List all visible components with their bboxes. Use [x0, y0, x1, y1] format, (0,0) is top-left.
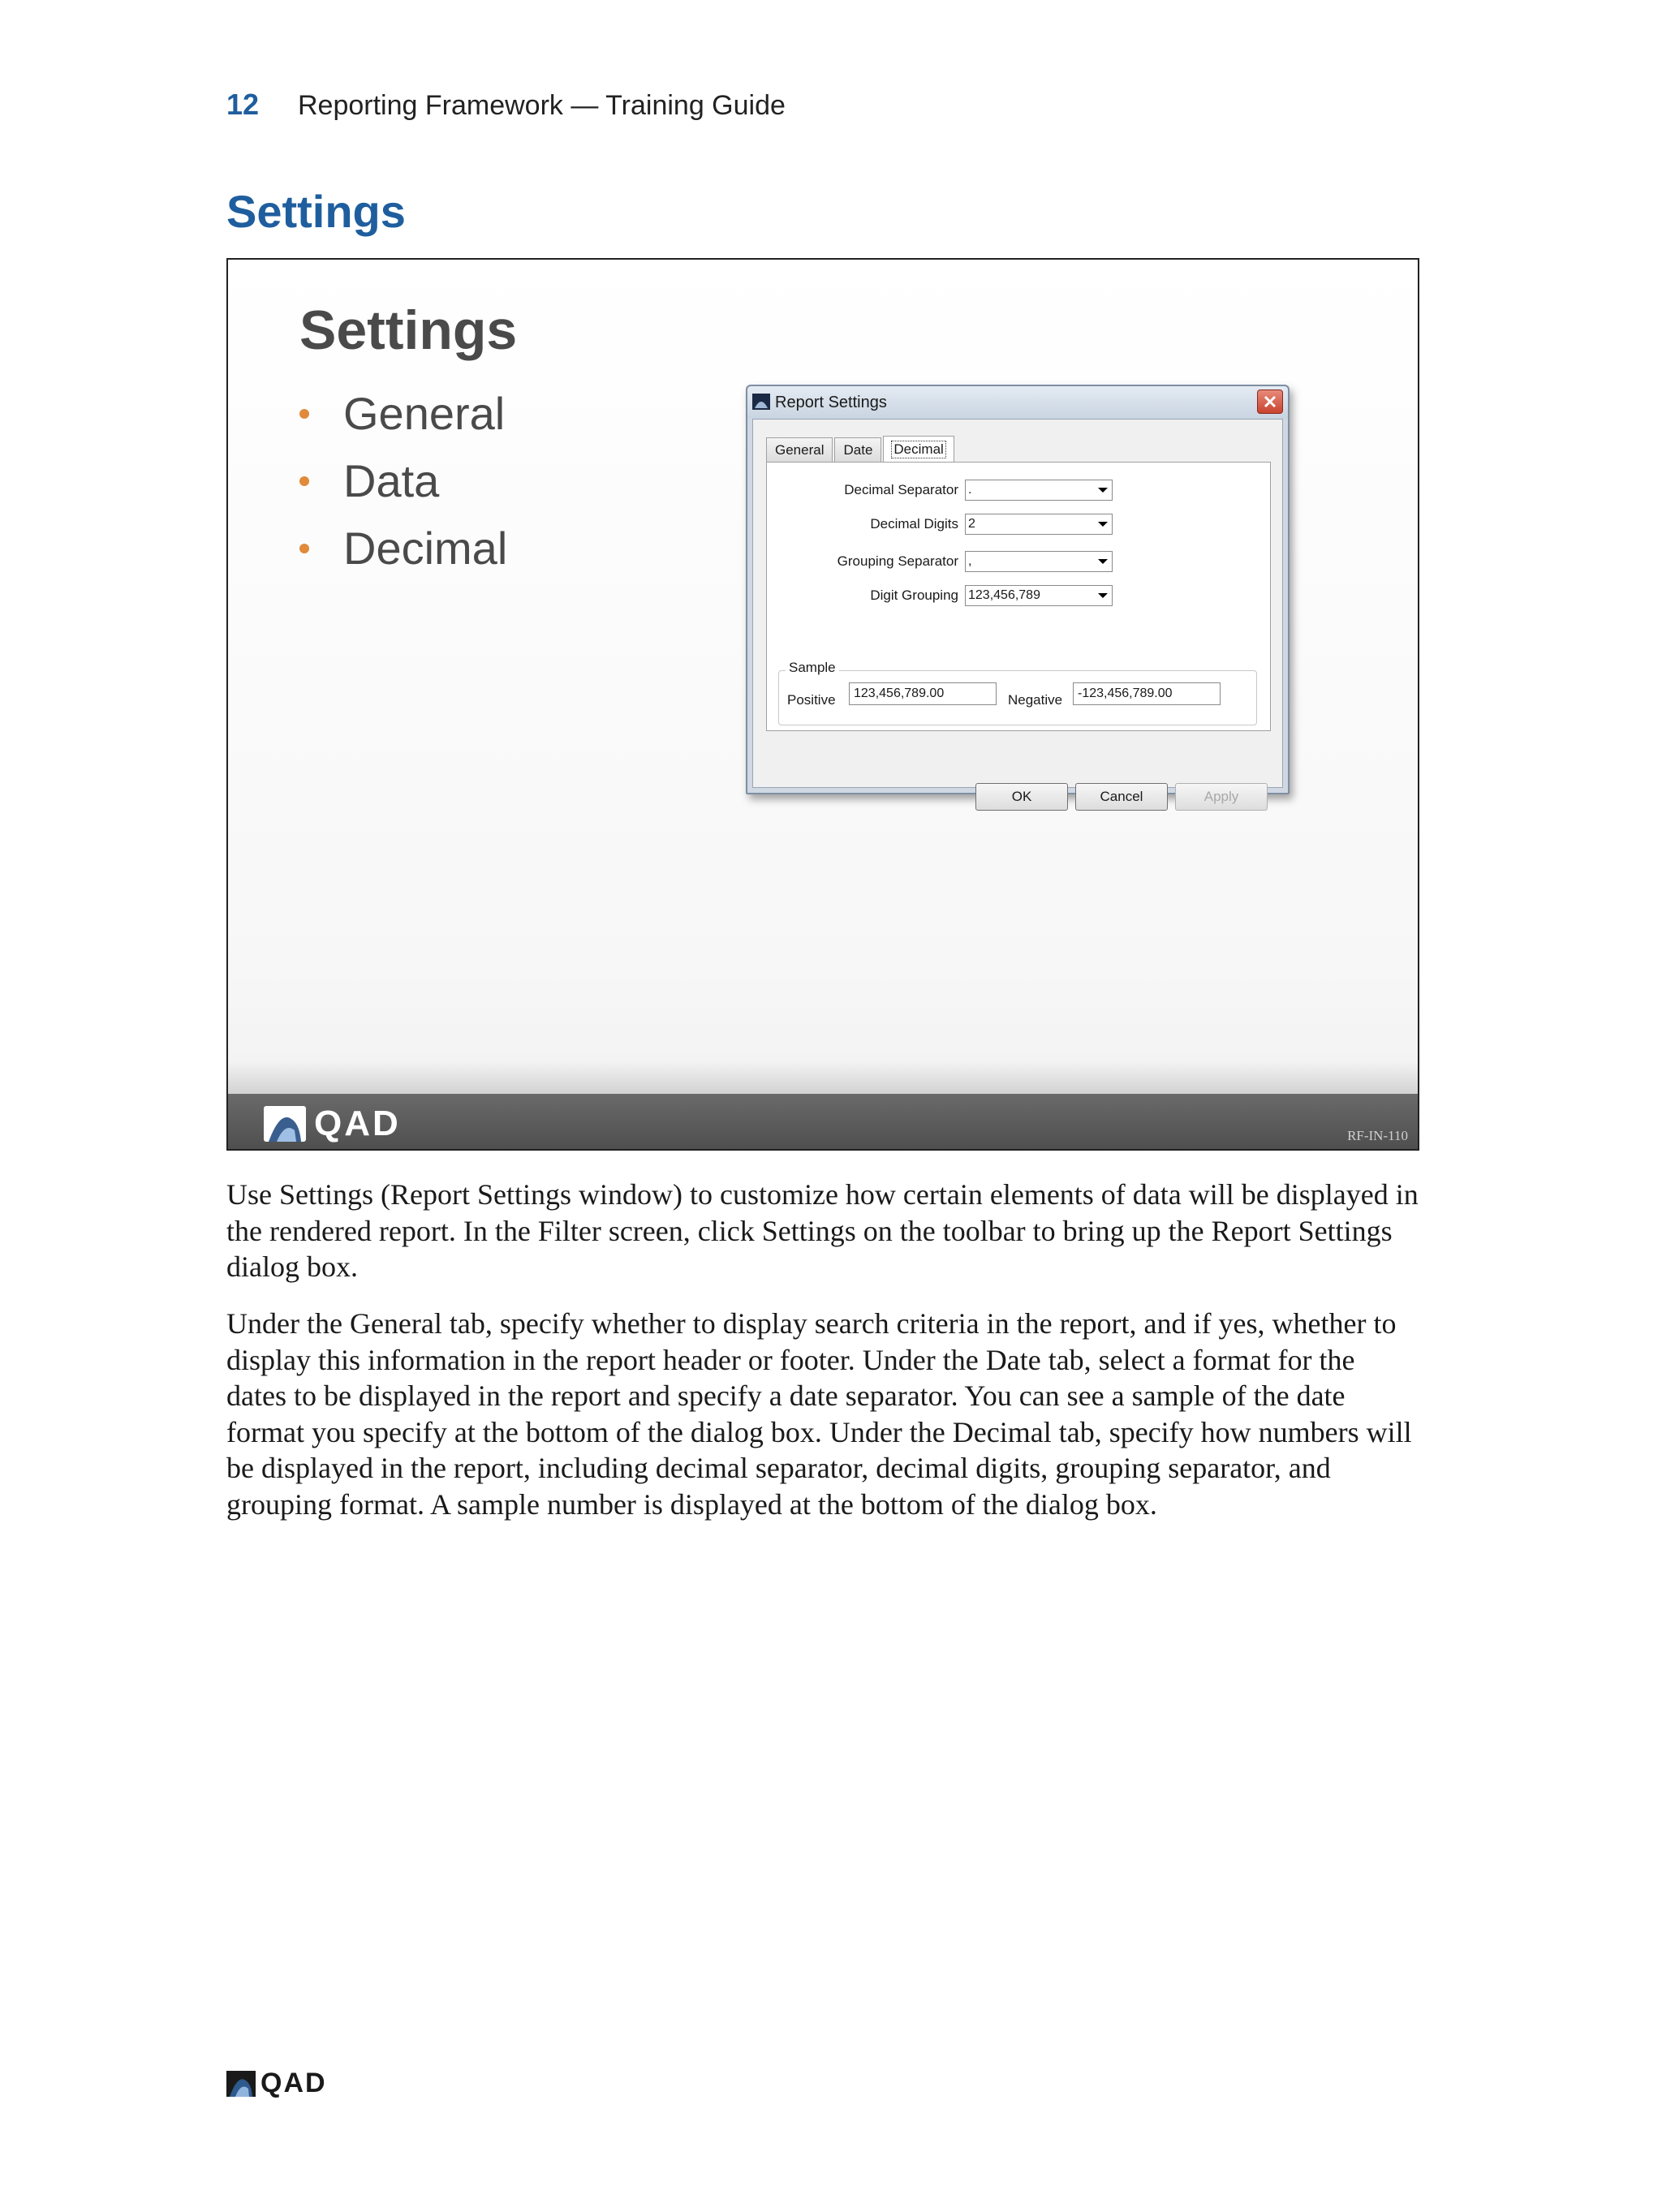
page-header	[226, 88, 786, 122]
ok-button[interactable]: OK	[975, 783, 1068, 811]
chevron-down-icon	[1098, 488, 1108, 493]
decimal-digits-select[interactable]: 2	[965, 514, 1113, 535]
paragraph-tabs: Under the General tab, specify whether to display search criteria in the report, and if yes, whether to display this information in the report header or footer. Under the Date tab, select a format for the dates to be displayed in the report and specify a date separator. You can see a sample of the date format you specify at the bottom of the dialog box. Under the Decimal tab, specify how numbers will be displayed in the report, including decimal separator, decimal digits, grouping separator, and grouping format. A sample number is displayed at the bottom of the dialog box.	[226, 1307, 1412, 1521]
slide-bullet: Decimal	[299, 514, 507, 582]
tab-general[interactable]: General	[766, 437, 833, 462]
digit-grouping-select[interactable]: 123,456,789	[965, 585, 1113, 606]
slide-code: RF-IN-110	[1347, 1128, 1408, 1143]
apply-button[interactable]: Apply	[1175, 783, 1268, 811]
dialog-title: Report Settings	[775, 394, 887, 411]
decimal-digits-label: Decimal Digits	[870, 516, 958, 531]
dialog-titlebar[interactable]	[747, 386, 1288, 419]
digit-grouping-label: Digit Grouping	[870, 587, 958, 603]
running-title: Reporting Framework — Training Guide	[298, 90, 786, 121]
report-settings-dialog	[746, 385, 1290, 804]
slide-footer	[228, 1094, 1418, 1149]
tab-date[interactable]: Date	[834, 437, 881, 462]
positive-label: Positive	[787, 692, 836, 708]
bullet-dot-icon	[299, 409, 309, 419]
decimal-digits-row	[767, 513, 1116, 536]
bullet-dot-icon	[299, 476, 309, 486]
cancel-button[interactable]: Cancel	[1075, 783, 1168, 811]
slide-title: Settings	[299, 299, 518, 361]
decimal-separator-row	[767, 479, 1116, 501]
slide-image	[226, 258, 1419, 1151]
grouping-separator-select[interactable]: ,	[965, 551, 1113, 572]
tab-decimal[interactable]: Decimal	[883, 436, 954, 463]
slide-footer-shadow	[228, 1061, 1418, 1094]
tab-strip	[766, 436, 956, 463]
positive-sample-field: 123,456,789.00	[849, 682, 997, 705]
footer-qad-logo: QAD	[226, 2068, 327, 2099]
decimal-separator-label: Decimal Separator	[844, 482, 958, 497]
grouping-separator-label: Grouping Separator	[837, 553, 958, 569]
slide-bullet: General	[299, 380, 507, 447]
sample-legend: Sample	[786, 660, 839, 676]
close-button[interactable]	[1257, 389, 1283, 414]
chevron-down-icon	[1098, 593, 1108, 598]
chevron-down-icon	[1098, 522, 1108, 527]
close-icon	[1264, 395, 1277, 408]
dialog-body	[752, 419, 1283, 804]
negative-sample-field: -123,456,789.00	[1073, 682, 1221, 705]
decimal-tab-panel	[766, 462, 1271, 731]
digit-grouping-row	[767, 584, 1116, 607]
slide-qad-logo: QAD	[264, 1104, 401, 1144]
slide-bullet: Data	[299, 447, 507, 514]
chevron-down-icon	[1098, 559, 1108, 564]
app-icon	[752, 394, 770, 410]
section-heading: Settings	[226, 186, 406, 237]
negative-label: Negative	[1008, 692, 1063, 708]
bullet-dot-icon	[299, 544, 309, 553]
qad-logo-icon	[264, 1106, 306, 1142]
sample-group	[778, 660, 1257, 725]
grouping-separator-row	[767, 550, 1116, 573]
decimal-separator-select[interactable]: .	[965, 480, 1113, 501]
slide-bullet-list	[299, 380, 507, 582]
qad-logo-icon	[226, 2071, 256, 2097]
paragraph-intro: Use Settings (Report Settings window) to customize how certain elements of data will be displayed in the rendered report. In the Filter screen, click Settings on the toolbar to bring up the Report Settings dialog box.	[226, 1178, 1419, 1283]
page-number: 12	[226, 88, 260, 121]
